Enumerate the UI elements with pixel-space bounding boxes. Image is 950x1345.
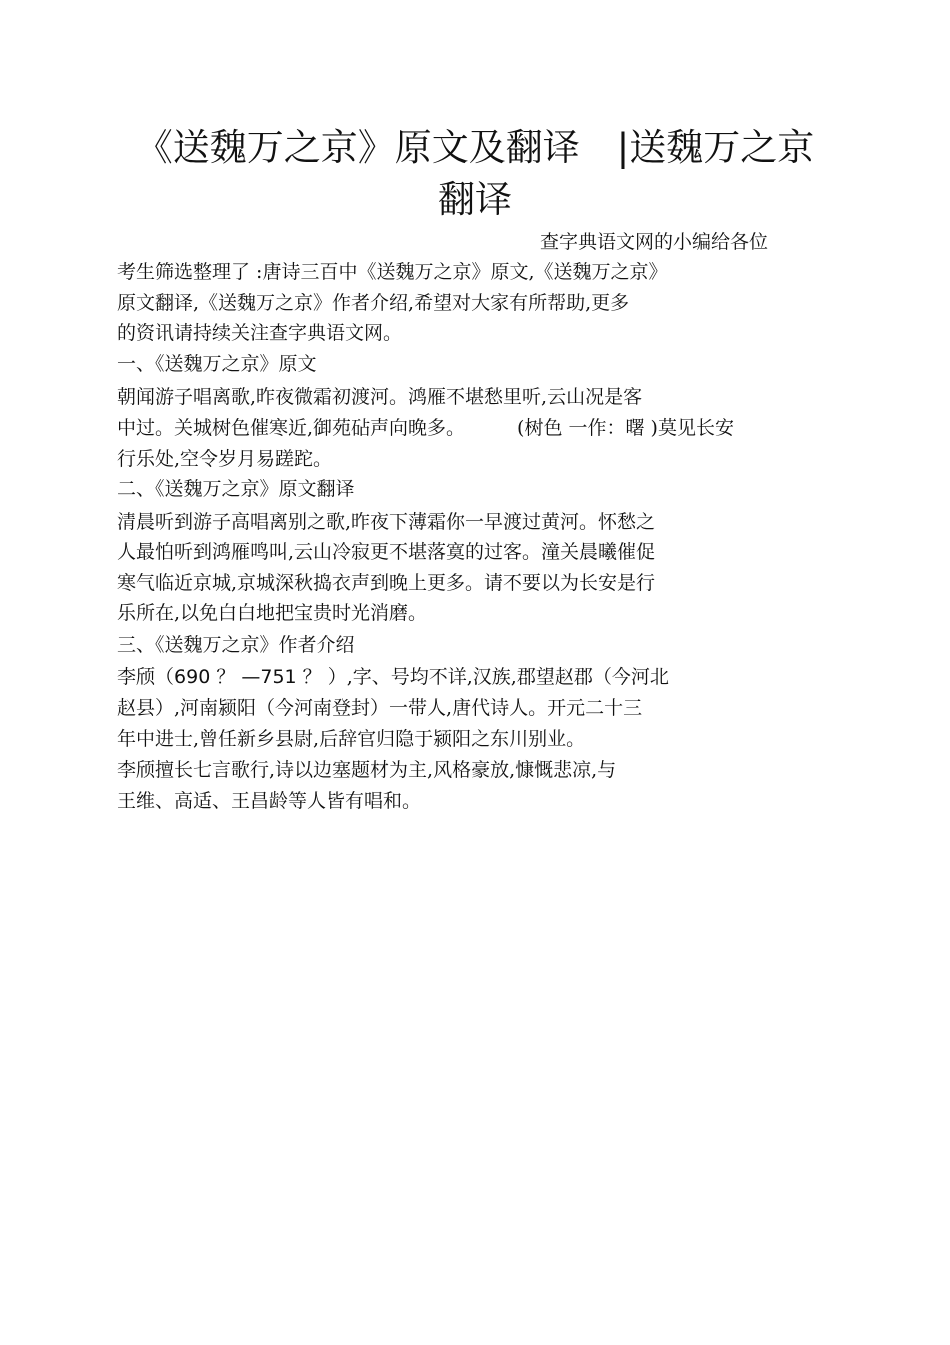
section-1-heading: 一、《送魏万之京》原文 [117,353,317,375]
section-2-line-1: 清晨听到游子高唱离别之歌,昨夜下薄霜你一早渡过黄河。怀愁之 [117,511,656,533]
intro-line-2: 考生筛选整理了 :唐诗三百中《送魏万之京》原文,《送魏万之京》 [117,261,668,283]
author-life-dates: 690 ？ —751 ？ ） [174,666,347,688]
section-1-line-3: 行乐处,空令岁月易蹉跎。 [117,448,333,470]
intro-line-1: 查字典语文网的小编给各位 [540,231,769,253]
section-2-line-4: 乐所在,以免白白地把宝贵时光消磨。 [117,602,428,624]
section-3-heading: 三、《送魏万之京》作者介绍 [117,634,355,656]
section-3-line-1-start: 李颀（ [117,666,175,688]
section-3-line-1 [117,665,669,689]
section-1-line-2-text: 中过。关城树色催寒近,御苑砧声向晚多。 [117,417,466,439]
section-3-line-4: 李颀擅长七言歌行,诗以边塞题材为主,风格豪放,慷慨悲凉,与 [117,759,617,781]
section-3-line-1-end: ,字、号均不详,汉族,郡望赵郡（今河北 [346,666,669,688]
intro-line-4: 的资讯请持续关注查字典语文网。 [117,322,403,344]
section-2-line-2: 人最怕听到鸿雁鸣叫,云山冷寂更不堪落寞的过客。潼关晨曦催促 [117,541,656,563]
section-3-line-2: 赵县）,河南颍阳（今河南登封）一带人,唐代诗人。开元二十三 [117,697,643,719]
document-title-line-2: 翻译 [438,178,512,221]
section-2-line-3: 寒气临近京城,京城深秋捣衣声到晚上更多。请不要以为长安是行 [117,572,656,594]
section-1-variant-note: (树色 一作：曙 )莫见长安 [517,417,734,439]
document-title-line-1: 《送魏万之京》原文及翻译 |送魏万之京 [135,126,815,169]
section-3-line-3: 年中进士,曾任新乡县尉,后辞官归隐于颍阳之东川别业。 [117,728,586,750]
section-1-line-1: 朝闻游子唱离歌,昨夜微霜初渡河。鸿雁不堪愁里听,云山况是客 [117,386,643,408]
intro-line-3: 原文翻译,《送魏万之京》作者介绍,希望对大家有所帮助,更多 [117,292,630,314]
section-2-heading: 二、《送魏万之京》原文翻译 [117,478,355,500]
section-1-line-2 [117,416,734,440]
section-3-line-5: 王维、高适、王昌龄等人皆有唱和。 [117,790,422,812]
